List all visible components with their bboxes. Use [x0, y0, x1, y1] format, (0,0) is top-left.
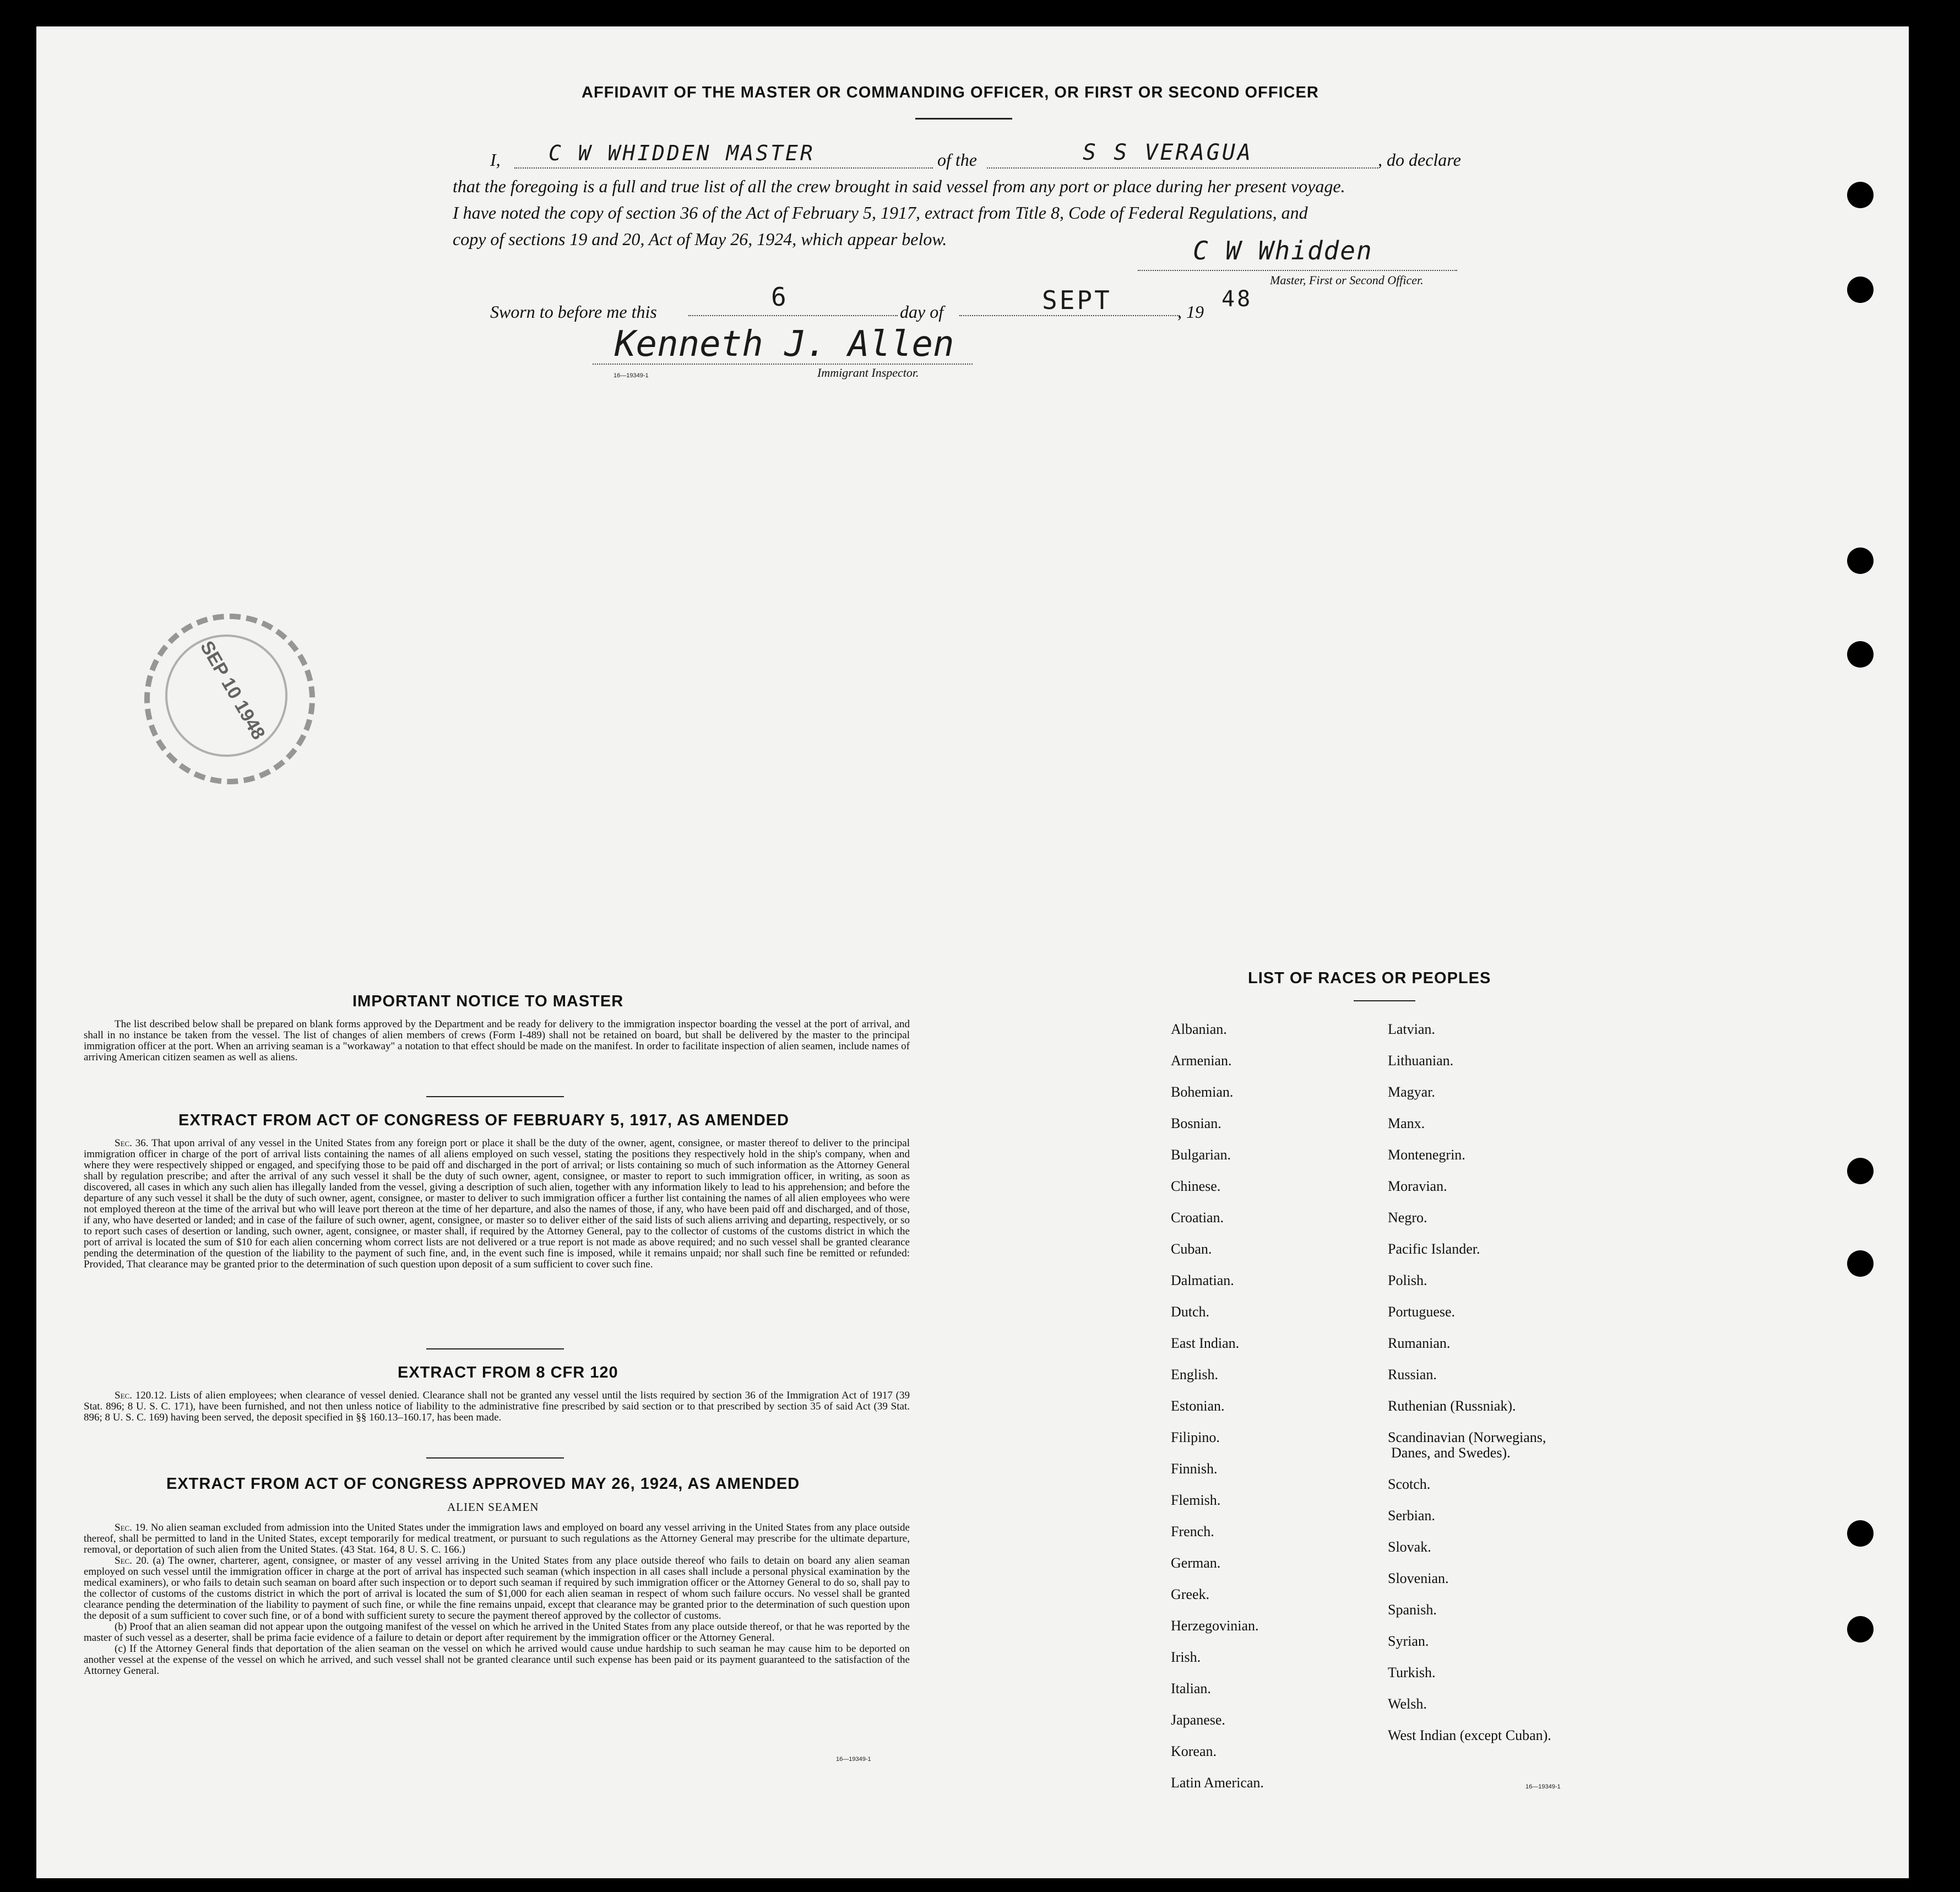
sec-120-label: Sec. 120.12.: [115, 1390, 167, 1401]
race-item: Finnish.: [1171, 1461, 1218, 1477]
sec-19-text: No alien seaman excluded from admission into the United States under the immigration laws and employed on board any vessel arriving in the United States from any place outside thereof, shall be permitted to land in the United States, except temporarily for medical treatment, or pursuant to such regulations as the Attorney General may prescribe for the ultimate departure, removal, or deportation of such alien from the United States. (43 Stat. 164, 8 U. S. C. 166.): [84, 1522, 910, 1555]
race-item: Japanese.: [1171, 1712, 1225, 1728]
race-item: Filipino.: [1171, 1429, 1220, 1445]
vessel-name-handwritten: S S VERAGUA: [1083, 140, 1253, 165]
race-item: Moravian.: [1388, 1178, 1447, 1194]
race-item: Bosnian.: [1171, 1115, 1221, 1131]
inspector-signature-line: [593, 364, 973, 365]
race-item: Manx.: [1388, 1115, 1425, 1131]
race-item: Scotch.: [1388, 1476, 1431, 1492]
race-item: Polish.: [1388, 1272, 1427, 1288]
race-item: Serbian.: [1388, 1508, 1435, 1524]
sec-20c-paragraph: (c) If the Attorney General finds that deportation of the alien seaman on the vessel on which he arrived would cause undue hardship to such seaman he may cause him to be deported on another vessel at the expense of the vessel on which he arrived, and such vessel shall not be granted clearance until such expense has been paid or its payment guaranteed to the satisfaction of the Attorney General.: [84, 1643, 910, 1677]
divider-3: [426, 1457, 564, 1459]
affidavit-prefix: I,: [490, 150, 501, 170]
sworn-year-prefix: , 19: [1177, 302, 1204, 322]
title-underline: [915, 118, 1012, 120]
race-item: Russian.: [1388, 1367, 1437, 1383]
race-item: Italian.: [1171, 1680, 1211, 1696]
binder-hole: [1847, 1520, 1874, 1547]
race-item: Irish.: [1171, 1649, 1201, 1665]
race-item: Danes, and Swedes).: [1391, 1445, 1511, 1461]
sec-20a-text: (a) The owner, charterer, agent, consignee, or master of any vessel arriving in the United States from any place outside thereof who fails to detain on board any alien seaman employed on such vessel until the immigration officer in charge at the port of arrival has inspected such seaman (which inspection in all cases shall include a personal physical examination by the medical examiners), or who fails to detain such seaman on board after such inspection or to deport such seaman if required by such immigration officer or the Attorney General to do so, shall pay to the collector of customs of the customs district in which the port of arrival is located the sum of $1,000 for each alien seaman in respect of whom such failure occurs. No vessel shall be granted clearance pending the determination of the liability to payment of such fine, or while the fine remains unpaid, except that clearance may be granted prior to the determination of such question upon the deposit of a sum sufficient to cover such fine, or of a bond with sufficient surety to secure the payment thereof approved by the collector of customs.: [84, 1555, 910, 1622]
extract-form-number: 16—19349-1: [836, 1756, 871, 1763]
race-item: French.: [1171, 1524, 1214, 1539]
master-signature-caption: Master, First or Second Officer.: [1270, 273, 1424, 287]
document-page: [36, 26, 1909, 1878]
races-form-number: 16—19349-1: [1525, 1783, 1561, 1790]
affidavit-line2: that the foregoing is a full and true list of all the crew brought in said vessel from any port or place during her present voyage.: [453, 176, 1345, 196]
race-item: Portuguese.: [1388, 1304, 1456, 1320]
race-item: Latin American.: [1171, 1775, 1264, 1791]
extract-1917-title: EXTRACT FROM ACT OF CONGRESS OF FEBRUARY 5, 1917, AS AMENDED: [178, 1112, 789, 1129]
race-item: Albanian.: [1171, 1021, 1227, 1037]
binder-hole: [1847, 1250, 1874, 1277]
race-item: Rumanian.: [1388, 1335, 1451, 1351]
binder-hole: [1847, 1616, 1874, 1642]
sec-36-text: That upon arrival of any vessel in the United States from any foreign port or place it shall be the duty of the owner, agent, consignee, or master thereof to deliver to the principal immigration officer in charge of the port of arrival lists containing the names of all aliens employed on such vessel, stating the positions they respectively hold in the ship's company, when and where they were respectively shipped or engaged, and specifying those to be paid off and discharged in the port of arrival; or lists containing so much of such information as the Attorney General shall by regulation prescribe; and after the arrival of any such vessel it shall be the duty of such owner, agent, consignee, or master to report to such immigration officer, in writing, as soon as discovered, all cases in which any such alien has illegally landed from the vessel, giving a description of such alien, together with any information likely to lead to his apprehension; and before the departure of any such vessel it shall be the duty of such owner, agent, consignee, or master to deliver to such immigration officer a further list containing the names of all alien employees who were not employed thereon at the time of the arrival but who will leave port thereon at the time of her departure, and also the names of those, if any, who have been paid off and discharged, and of those, if any, who have deserted or landed; and in case of the failure of such owner, agent, consignee, or master so to deliver either of the said lists of such aliens arriving and departing, respectively, or so to report such cases of desertion or landing, such owner, agent, consignee, or master shall, if required by the Attorney General, pay to the collector of customs of the customs district in which the port of arrival is located the sum of $10 for each alien concerning whom correct lists are not delivered or a true report is not made as above required; and no such vessel shall be granted clearance pending the determination of the question of the liability to the payment of such fine, and, in the event such fine is imposed, while it remains unpaid; nor shall such fine be remitted or refunded: Provided, That clearance may be granted prior to the determination of such question upon deposit of a sum sufficient to cover such fine.: [84, 1137, 910, 1270]
race-item: Chinese.: [1171, 1178, 1221, 1194]
race-item: Scandinavian (Norwegians,: [1388, 1429, 1546, 1445]
race-item: Syrian.: [1388, 1633, 1429, 1649]
race-item: Cuban.: [1171, 1241, 1212, 1257]
race-item: Croatian.: [1171, 1210, 1224, 1226]
race-item: East Indian.: [1171, 1335, 1240, 1351]
races-title-underline: [1354, 1000, 1415, 1001]
race-item: English.: [1171, 1367, 1218, 1383]
extract-1924-title: EXTRACT FROM ACT OF CONGRESS APPROVED MAY 26, 1924, AS AMENDED: [166, 1475, 800, 1493]
race-item: Ruthenian (Russniak).: [1388, 1398, 1516, 1414]
race-item: Flemish.: [1171, 1492, 1221, 1508]
master-signature: C W Whidden: [1193, 236, 1373, 265]
race-item: Dutch.: [1171, 1304, 1210, 1320]
inspector-caption: Immigrant Inspector.: [817, 366, 919, 380]
race-item: Negro.: [1388, 1210, 1427, 1226]
sec-19-paragraph: [84, 1522, 910, 1555]
stamp-date: SEP 10 1948: [196, 637, 269, 744]
affidavit-line3: I have noted the copy of section 36 of the Act of February 5, 1917, extract from Title 8, Code of Federal Regulations, and: [453, 203, 1308, 223]
sworn-month-line: [959, 315, 1180, 316]
sec-20b-paragraph: (b) Proof that an alien seaman did not appear upon the outgoing manifest of the vessel on which he arrived in the United States from any place outside thereof, or that he was reported by the master of such vessel as a deserter, shall be prima facie evidence of a failure to detain or deport after requirement by the immigration officer or the Attorney General.: [84, 1621, 910, 1644]
sworn-day-label: day of: [900, 302, 944, 322]
sec-20-label: Sec. 20.: [115, 1555, 149, 1566]
race-item: Latvian.: [1388, 1021, 1435, 1037]
extract-1917-body: [84, 1138, 910, 1270]
race-item: Turkish.: [1388, 1665, 1436, 1680]
notice-title: IMPORTANT NOTICE TO MASTER: [352, 993, 624, 1010]
sworn-day-line: [688, 315, 898, 316]
vessel-name-line: [987, 167, 1378, 169]
race-item: Slovak.: [1388, 1539, 1431, 1555]
sworn-day: 6: [771, 282, 789, 312]
race-item: Slovenian.: [1388, 1570, 1449, 1586]
do-declare: , do declare: [1378, 150, 1461, 170]
race-item: German.: [1171, 1555, 1221, 1571]
sec-20a-paragraph: [84, 1555, 910, 1622]
races-title: LIST OF RACES OR PEOPLES: [1248, 969, 1491, 987]
race-item: Pacific Islander.: [1388, 1241, 1480, 1257]
extract-cfr-title: EXTRACT FROM 8 CFR 120: [398, 1364, 618, 1381]
alien-seamen-subtitle: ALIEN SEAMEN: [447, 1500, 539, 1514]
race-item: Spanish.: [1388, 1602, 1437, 1618]
race-item: Greek.: [1171, 1586, 1210, 1602]
sworn-year: 48: [1221, 286, 1253, 312]
race-item: Montenegrin.: [1388, 1147, 1465, 1163]
extract-1924-body: [84, 1522, 910, 1677]
race-item: Lithuanian.: [1388, 1053, 1454, 1069]
sworn-prefix: Sworn to before me this: [490, 302, 657, 322]
race-item: Estonian.: [1171, 1398, 1225, 1414]
race-item: Bulgarian.: [1171, 1147, 1231, 1163]
race-item: Armenian.: [1171, 1053, 1232, 1069]
received-date-stamp: [144, 614, 315, 784]
race-item: Bohemian.: [1171, 1084, 1234, 1100]
master-name-line: [514, 167, 933, 169]
divider-1: [426, 1096, 564, 1097]
binder-hole: [1847, 1158, 1874, 1184]
sec-19-label: Sec. 19.: [115, 1522, 148, 1533]
race-item: Korean.: [1171, 1743, 1217, 1759]
race-item: West Indian (except Cuban).: [1388, 1727, 1551, 1743]
affidavit-of-the: of the: [937, 150, 977, 170]
race-item: Dalmatian.: [1171, 1272, 1234, 1288]
binder-hole: [1847, 641, 1874, 668]
binder-hole: [1847, 182, 1874, 208]
affidavit-form-number: 16—19349-1: [613, 372, 649, 379]
race-item: Herzegovinian.: [1171, 1618, 1259, 1634]
affidavit-title: AFFIDAVIT OF THE MASTER OR COMMANDING OFFICER, OR FIRST OR SECOND OFFICER: [582, 84, 1319, 101]
binder-hole: [1847, 547, 1874, 574]
binder-hole: [1847, 277, 1874, 303]
extract-cfr-body: [84, 1390, 910, 1423]
divider-2: [426, 1348, 564, 1349]
affidavit-line4: copy of sections 19 and 20, Act of May 26, 1924, which appear below.: [453, 229, 947, 249]
race-item: Magyar.: [1388, 1084, 1435, 1100]
master-signature-line: [1138, 270, 1457, 271]
inspector-signature: Kenneth J. Allen: [615, 324, 954, 365]
sec-36-label: Sec. 36.: [115, 1137, 149, 1149]
master-name-handwritten: C W WHIDDEN MASTER: [549, 141, 815, 165]
sec-120-text: Lists of alien employees; when clearance of vessel denied. Clearance shall not be granted any vessel until the lists required by section 36 of the Immigration Act of 1917 (39 Stat. 896; 8 U. S. C. 171), have been furnished, and not then unless notice of liability to the administrative fine prescribed by said section or to that prescribed by section 35 of said Act (39 Stat. 896; 8 U. S. C. 169) having been served, the deposit specified in §§ 160.13–160.17, has been made.: [84, 1390, 910, 1423]
notice-body: The list described below shall be prepared on blank forms approved by the Department and be ready for delivery to the immigration inspector boarding the vessel at the port of arrival, and shall in no instance be taken from the vessel. The list of changes of alien members of crews (Form I-489) shall not be retained on board, but shall be delivered by the master to the principal immigration officer at the port. When an arriving seaman is a "workaway" a notation to that effect should be made on the manifest. In order to facilitate inspection of alien seamen, include names of arriving American citizen seamen as well as aliens.: [84, 1018, 910, 1063]
sworn-month: SEPT: [1042, 285, 1112, 315]
race-item: Welsh.: [1388, 1696, 1427, 1712]
